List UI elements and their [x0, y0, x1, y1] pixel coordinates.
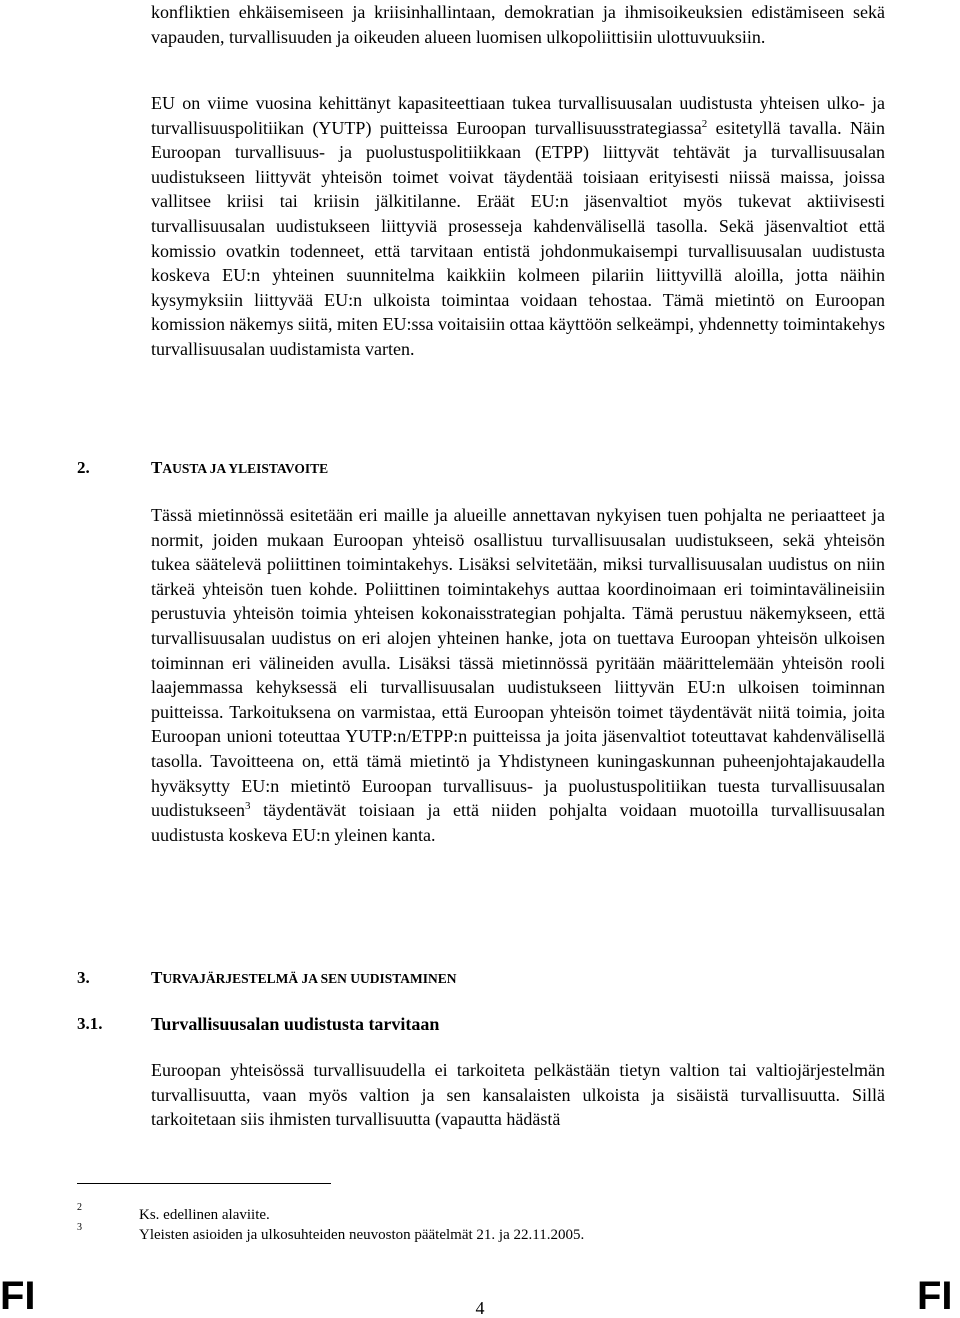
section-heading-3-1: [77, 1012, 885, 1036]
footnote-mark: 2: [77, 1202, 82, 1213]
section-title-rest: AUSTA JA YLEISTAVOITE: [162, 461, 329, 476]
paragraph-text: konfliktien ehkäisemiseen ja kriisinhallintaan, demokratian ja ihmisoikeuksien edistämiseen sekä vapauden, turvallisuuden ja oikeuden alueen luomisen ulkopoliittisiin ulottuvuuksiin.: [151, 2, 885, 47]
section-title-initial: T: [151, 968, 163, 987]
section-title: [151, 456, 328, 481]
section-number: 2.: [77, 458, 90, 477]
paragraph-text: täydentävät toisiaan ja että niiden pohjalta voidaan muotoilla turvallisuusalan uudistusta koskeva EU:n yleinen kanta.: [151, 800, 885, 845]
section-title-rest: URVAJÄRJESTELMÄ JA SEN UUDISTAMINEN: [162, 971, 457, 986]
footnote: [77, 1222, 885, 1245]
section-title: [151, 966, 457, 991]
section-number: 3.: [77, 968, 90, 987]
page-number: 4: [475, 1298, 485, 1318]
language-code-right: FI: [917, 1274, 953, 1318]
paragraph-continuation: [151, 0, 885, 49]
section-title-initial: T: [151, 458, 163, 477]
footnote-ref[interactable]: 3: [245, 800, 251, 813]
footnote-text: Yleisten asioiden ja ulkosuhteiden neuvoston päätelmät 21. ja 22.11.2005.: [139, 1227, 585, 1243]
footnote: [77, 1202, 885, 1225]
paragraph-text: Euroopan yhteisössä turvallisuudella ei tarkoiteta pelkästään tietyn valtion tai valtiojärjestelmän turvallisuutta, vaan myös valtion ja sen kansalaisten ulkoista ja sisäistä turvallisuutta. Sillä tarkoitetaan siis ihmisten turvallisuutta (vapautta hädästä: [151, 1060, 885, 1130]
footnote-text: Ks. edellinen alaviite.: [139, 1207, 270, 1223]
paragraph-text: EU on viime vuosina kehittänyt kapasiteettiaan tukea turvallisuusalan uudistusta yhteisen ulko- ja turvallisuuspolitiikan (YUTP) puitteissa Euroopan turvallisuusstrategiassa: [151, 93, 885, 138]
language-code-left: FI: [0, 1274, 36, 1318]
section-title: Turvallisuusalan uudistusta tarvitaan: [151, 1014, 440, 1034]
section-heading-3: [77, 966, 885, 990]
paragraph-security-concept: [151, 1058, 885, 1132]
footnote-divider: [77, 1183, 331, 1184]
section-number: 3.1.: [77, 1014, 103, 1033]
footnote-mark: 3: [77, 1222, 82, 1233]
section-heading-2: [77, 456, 885, 480]
paragraph-background: [151, 503, 885, 847]
footnote-ref[interactable]: 2: [701, 117, 708, 130]
paragraph-text: esitetyllä tavalla. Näin Euroopan turvallisuus- ja puolustuspolitiikkaan (ETPP) liittyvät tehtävät ja turvallisuusalan uudistukseen liittyvät yhteisön toimet voivat täydentää toisiaan erityisesti niissä maissa, joissa vallitsee kriisi tai kriisin jälkitilanne. Eräät EU:n jäsenvaltiot myös tukevat aktiivisesti turvallisuusalan uudistukseen liittyviä prosesseja kahdenvälisellä tasolla. Sekä jäsenvaltiot että komissio ovatkin todenneet, että tarvitaan entistä johdonmukaisempi turvallisuusalan uudistusta koskeva EU:n yhteinen suunnitelma kaikkiin kolmeen pilariin liittyvillä aloilla, jotta näihin kysymyksiin liittyvää EU:n ulkoista toimintaa voidaan tehostaa. Tämä mietintö on Euroopan komission näkemys siitä, miten EU:ssa voitaisiin ottaa käyttöön selkeämpi, yhdennetty toimintakehys turvallisuusalan uudistamista varten.: [151, 117, 886, 359]
paragraph-eu-capacity: [151, 91, 885, 362]
paragraph-text: Tässä mietinnössä esitetään eri maille ja alueille annettavan nykyisen tuen pohjalta ne periaatteet ja normit, joiden mukaan Euroopan yhteisö osallistuu turvallisuusalan uudistukseen, sekä yhteisön tukea säätelevä poliittinen toimintakehys. Lisäksi selvitetään, miksi turvallisuusalan uudistus on niin tärkeä yhteisön tuen kohde. Poliittinen toimintakehys auttaa koordinoimaan eri toimintavälineisiin perustuvia yhteisön toimia yhteisen kokonaisstrategian pohjalta. Tämä perustuu näkemykseen, että turvallisuusalan uudistus on eri alojen yhteinen hanke, jota on tuettava Euroopan yhteisön ulkoisen toiminnan eri välineiden avulla. Lisäksi tässä mietinnössä pyritään määrittelemään yhteisön rooli laajemmassa kehyksessä eli turvallisuusalan uudistukseen liittyvän EU:n ulkoisen toiminnan puitteissa. Tarkoituksena on varmistaa, että Euroopan yhteisön toimet täydentävät niitä toimia, joita Euroopan unioni toteuttaa YUTP:n/ETPP:n puitteissa ja joita jäsenvaltiot toteuttavat kahdenvälisellä tasolla. Tavoitteena on, että tämä mietintö ja Yhdistyneen kuningaskunnan puheenjohtajakaudella hyväksytty EU:n mietintö Euroopan turvallisuus- ja puolustuspolitiikan tuesta turvallisuusalan uudistukseen: [151, 505, 885, 821]
